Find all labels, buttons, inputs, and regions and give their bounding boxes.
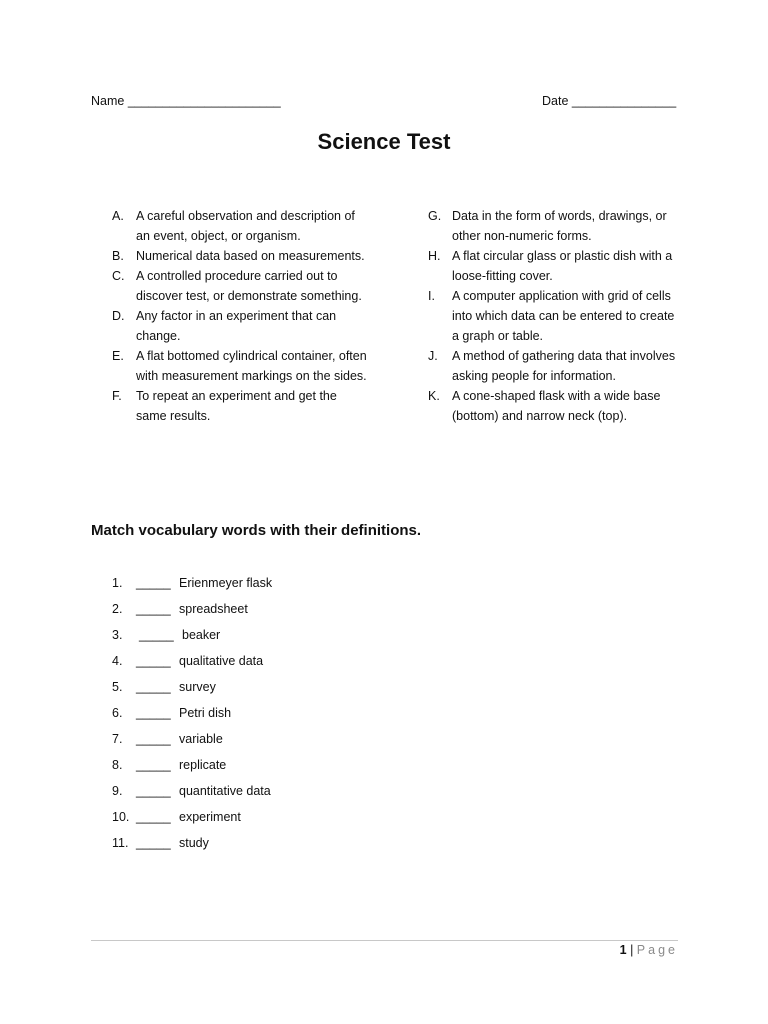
definition-item [428, 206, 678, 246]
answer-blank: _____ [136, 810, 171, 824]
answer-blank: _____ [136, 732, 171, 746]
vocab-word: study [179, 836, 209, 850]
answer-blank: _____ [136, 784, 171, 798]
vocab-number: 10. [112, 810, 130, 824]
definition-letter: C. [112, 269, 125, 283]
vocab-number: 4. [112, 654, 123, 668]
definition-text: A controlled procedure carried out to discover test, or demonstrate something. [136, 269, 362, 303]
vocab-number: 9. [112, 784, 123, 798]
vocab-number: 2. [112, 602, 123, 616]
definition-text: Numerical data based on measurements. [136, 249, 365, 263]
vocab-number: 6. [112, 706, 123, 720]
definition-text: A flat bottomed cylindrical container, often with measurement markings on the sides. [136, 349, 367, 383]
answer-blank: _____ [136, 680, 171, 694]
definition-text: A cone-shaped flask with a wide base (bottom) and narrow neck (top). [452, 389, 661, 423]
vocab-word: quantitative data [179, 784, 271, 798]
vocab-list [112, 573, 272, 859]
vocab-item [112, 677, 272, 703]
vocab-word: qualitative data [179, 654, 264, 668]
page-footer [620, 943, 678, 957]
vocab-item [112, 781, 272, 807]
definition-item [428, 246, 678, 286]
definition-item [112, 246, 367, 266]
vocab-item [112, 703, 272, 729]
vocab-word: spreadsheet [179, 602, 248, 616]
definition-item [112, 386, 367, 426]
footer-separator: | [630, 943, 634, 957]
definition-text: To repeat an experiment and get the same results. [136, 389, 337, 423]
vocab-item [112, 807, 272, 833]
definition-letter: B. [112, 249, 124, 263]
answer-blank: _____ [136, 758, 171, 772]
vocab-item [112, 729, 272, 755]
answer-blank: _____ [136, 654, 171, 668]
definition-letter: E. [112, 349, 124, 363]
vocab-item [112, 651, 272, 677]
definition-item [112, 346, 367, 386]
definition-letter: I. [428, 289, 435, 303]
definition-text: A method of gathering data that involves asking people for information. [452, 349, 676, 383]
vocab-item [112, 833, 272, 859]
definition-text: Data in the form of words, drawings, or other non-numeric forms. [452, 209, 667, 243]
definition-item [428, 286, 678, 346]
vocab-item [112, 573, 272, 599]
vocab-number: 1. [112, 576, 123, 590]
definition-item [428, 346, 678, 386]
definition-letter: H. [428, 249, 441, 263]
answer-blank: _____ [136, 836, 171, 850]
vocab-number: 8. [112, 758, 123, 772]
instruction-heading: Match vocabulary words with their definitions. [91, 522, 422, 539]
definition-text: A careful observation and description of an event, object, or organism. [136, 209, 355, 243]
definition-item [112, 266, 367, 306]
vocab-word: beaker [182, 628, 221, 642]
vocab-word: Petri dish [179, 706, 232, 720]
footer-divider [91, 940, 678, 941]
vocab-number: 11. [112, 836, 129, 850]
vocab-word: Erienmeyer flask [179, 576, 273, 590]
definition-item [112, 206, 367, 246]
definition-item [112, 306, 367, 346]
definition-text: A flat circular glass or plastic dish with a loose-fitting cover. [452, 249, 673, 283]
definition-letter: G. [428, 209, 442, 223]
page-number: 1 [619, 943, 627, 957]
vocab-item [112, 755, 272, 781]
definition-letter: K. [428, 389, 440, 403]
date-field-label: Date _______________ [542, 94, 677, 108]
definitions-list-right [428, 206, 678, 426]
definition-letter: F. [112, 389, 122, 403]
definition-letter: D. [112, 309, 125, 323]
definitions-list-left [112, 206, 367, 426]
vocab-word: variable [179, 732, 223, 746]
answer-blank: _____ [136, 576, 171, 590]
answer-blank: _____ [136, 706, 171, 720]
page-title: Science Test [317, 129, 451, 154]
name-field-label: Name ______________________ [91, 94, 281, 108]
answer-blank: _____ [136, 602, 171, 616]
definition-text: A computer application with grid of cells into which data can be entered to create a graph or table. [452, 289, 675, 343]
vocab-word: replicate [179, 758, 227, 772]
definition-item [428, 386, 678, 426]
vocab-word: survey [179, 680, 216, 694]
definition-letter: J. [428, 349, 438, 363]
vocab-number: 5. [112, 680, 123, 694]
vocab-word: experiment [179, 810, 241, 824]
vocab-item [112, 599, 272, 625]
definition-text: Any factor in an experiment that can change. [136, 309, 337, 343]
vocab-number: 3. [112, 628, 123, 642]
page-word: Page [636, 943, 678, 957]
definition-letter: A. [112, 209, 124, 223]
vocab-item [112, 625, 272, 651]
vocab-number: 7. [112, 732, 123, 746]
answer-blank: _____ [139, 628, 174, 642]
